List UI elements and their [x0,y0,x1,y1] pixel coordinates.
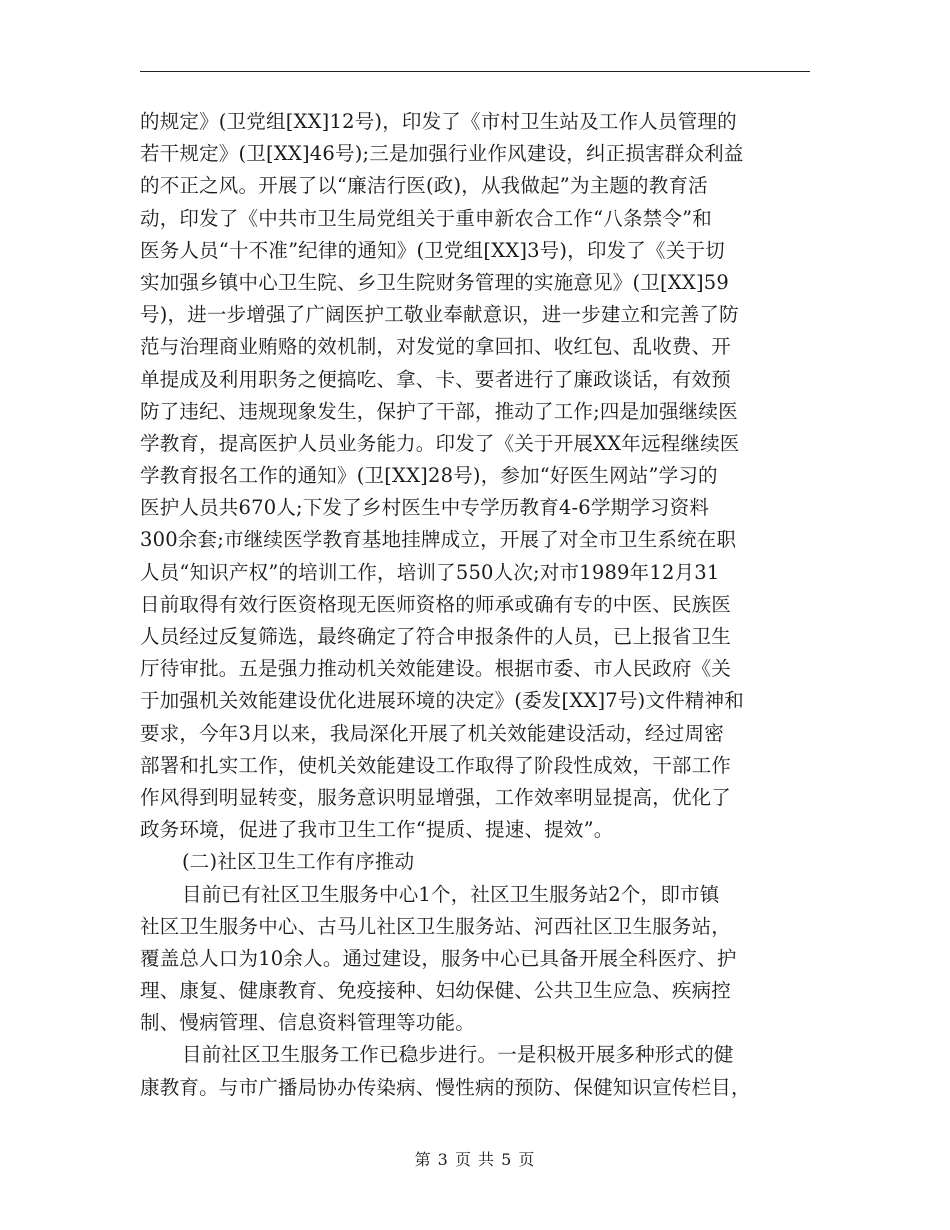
text-line: 目前已有社区卫生服务中心1个，社区卫生服务站2个，即市镇 [182,882,720,906]
text-line: 社区卫生服务中心、古马儿社区卫生服务站、河西社区卫生服务站， [140,914,732,938]
text-line: 防了违纪、违规现象发生，保护了干部，推动了工作;四是加强继续医 [140,399,738,423]
text-line: 于加强机关效能建设优化进展环境的决定》(委发[XX]7号)文件精神和 [140,689,744,713]
text-line: 动，印发了《中共市卫生局党组关于重申新农合工作“八条禁令”和 [140,206,712,230]
text-line: 号)，进一步增强了广阔医护工敬业奉献意识，进一步建立和完善了防 [140,303,739,327]
text-line: 单提成及利用职务之便搞吃、拿、卡、要者进行了廉政谈话，有效预 [140,367,732,391]
text-line: 日前取得有效行医资格现无医师资格的师承或确有专的中医、民族医 [140,592,732,616]
text-line: 的不正之风。开展了以“廉洁行医(政)，从我做起”为主题的教育活 [140,174,708,198]
text-line: 范与治理商业贿赂的效机制，对发觉的拿回扣、收红包、乱收费、开 [140,335,732,359]
text-line: 学教育报名工作的通知》(卫[XX]28号)，参加“好医生网站”学习的 [140,464,718,488]
text-line: 的规定》(卫党组[XX]12号)，印发了《市村卫生站及工作人员管理的 [140,110,737,133]
page-footer: 第 3 页 共 5 页 [414,1150,536,1169]
text-line: 部署和扎实工作，使机关效能建设工作取得了阶段性成效，干部工作 [140,753,732,777]
text-line: 要求，今年3月以来，我局深化开展了机关效能建设活动，经过周密 [140,721,724,745]
text-line: 厅待审批。五是强力推动机关效能建设。根据市委、市人民政府《关 [140,657,732,681]
text-line: 300余套;市继续医学教育基地挂牌成立，开展了对全市卫生系统在职 [140,528,737,552]
text-line: 理、康复、健康教育、免疫接种、妇幼保健、公共卫生应急、疾病控 [140,979,732,1003]
text-line: 政务环境，促进了我市卫生工作“提质、提速、提效”。 [140,818,614,842]
text-line: 目前社区卫生服务工作已稳步进行。一是积极开展多种形式的健 [182,1043,734,1067]
document-body [140,106,810,1104]
text-line: 医务人员“十不准”纪律的通知》(卫党组[XX]3号)，印发了《关于切 [140,238,725,262]
header-rule [140,71,810,72]
text-line: 人员经过反复筛选，最终确定了符合申报条件的人员，已上报省卫生 [140,625,732,648]
text-line: 人员“知识产权”的培训工作，培训了550人次;对市1989年12月31 [140,560,720,584]
text-line: 若干规定》(卫[XX]46号);三是加强行业作风建设，纠正损害群众利益 [140,142,744,166]
text-line: 学教育，提高医护人员业务能力。印发了《关于开展XX年远程继续医 [140,431,740,455]
text-line: 覆盖总人口为10余人。通过建设，服务中心已具备开展全科医疗、护 [140,946,737,970]
text-line: (二)社区卫生工作有序推动 [182,850,415,874]
text-line: 康教育。与市广播局协办传染病、慢性病的预防、保健知识宣传栏目， [140,1075,751,1099]
text-line: 作风得到明显转变，服务意识明显增强，工作效率明显提高，优化了 [140,785,732,809]
text-line: 实加强乡镇中心卫生院、乡卫生院财务管理的实施意见》(卫[XX]59 [140,270,730,294]
text-line: 制、慢病管理、信息资料管理等功能。 [140,1011,475,1035]
text-line: 医护人员共670人;下发了乡村医生中专学历教育4-6学期学习资料 [140,496,710,520]
